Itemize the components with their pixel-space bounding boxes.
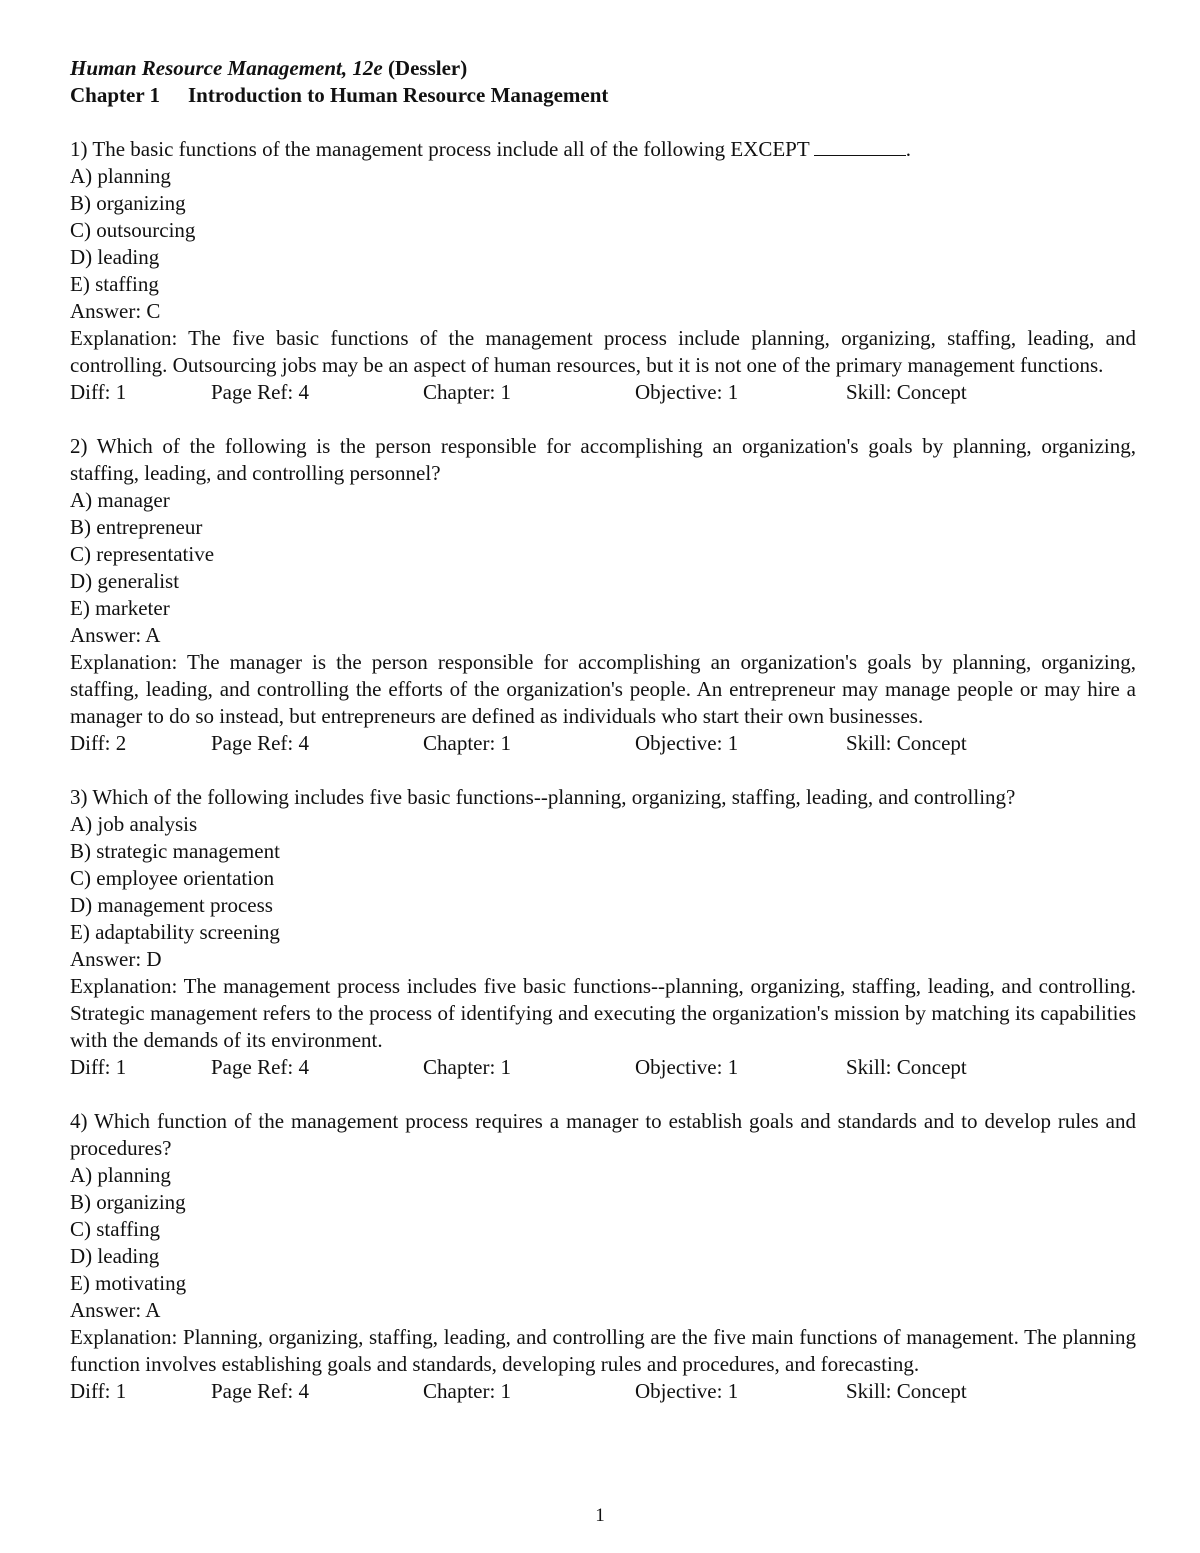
option-d: D) generalist bbox=[70, 569, 180, 593]
question-stem: 1) The basic functions of the management process include all of the following EXCEPT bbox=[70, 137, 810, 161]
question-text: 4) Which function of the management process requires a manager to establish goals and standards and to develop rules and procedures? bbox=[70, 1109, 1136, 1160]
question-4 bbox=[70, 1108, 1136, 1405]
meta-chapter: Chapter: 1 bbox=[423, 1055, 512, 1079]
option-a: A) manager bbox=[70, 488, 170, 512]
option-c: C) employee orientation bbox=[70, 866, 275, 890]
option-b: B) entrepreneur bbox=[70, 515, 203, 539]
book-title bbox=[70, 55, 1136, 82]
meta-page-ref: Page Ref: 4 bbox=[211, 731, 309, 755]
meta-objective: Objective: 1 bbox=[635, 380, 739, 404]
meta-page-ref: Page Ref: 4 bbox=[211, 380, 309, 404]
meta-diff: Diff: 1 bbox=[70, 380, 127, 404]
question-text: 3) Which of the following includes five basic functions--planning, organizing, staffing, leading, and controlling? bbox=[70, 785, 1016, 809]
meta-chapter: Chapter: 1 bbox=[423, 1379, 512, 1403]
question-meta bbox=[70, 1378, 1136, 1405]
option-c: C) outsourcing bbox=[70, 218, 196, 242]
question-meta bbox=[70, 730, 1136, 757]
chapter-label: Chapter 1 bbox=[70, 83, 161, 107]
explanation: Explanation: The management process includes five basic functions--planning, organizing, staffing, leading, and controlling. Strategic management refers to the process of identifying and executing the organization's mission by matching its capabilities with the demands of its environment. bbox=[70, 974, 1136, 1052]
answer-line: Answer: D bbox=[70, 947, 162, 971]
question-text: 2) Which of the following is the person responsible for accomplishing an organization's goals by planning, organizing, staffing, leading, and controlling personnel? bbox=[70, 434, 1136, 485]
chapter-heading bbox=[70, 82, 1136, 109]
option-c: C) staffing bbox=[70, 1217, 161, 1241]
document-page bbox=[70, 55, 1136, 1432]
option-e: E) marketer bbox=[70, 596, 170, 620]
answer-line: Answer: C bbox=[70, 299, 161, 323]
question-3 bbox=[70, 784, 1136, 1081]
option-d: D) leading bbox=[70, 245, 160, 269]
meta-diff: Diff: 2 bbox=[70, 731, 127, 755]
explanation: Explanation: The manager is the person responsible for accomplishing an organization's goals by planning, organizing, staffing, leading, and controlling the efforts of the organization's people. An entrepreneur may manage people or may hire a manager to do so instead, but entrepreneurs are defined as individuals who start their own businesses. bbox=[70, 650, 1136, 728]
document-header bbox=[70, 55, 1136, 109]
explanation: Explanation: Planning, organizing, staffing, leading, and controlling are the five main functions of management. The planning function involves establishing goals and standards, developing rules and procedures, and forecasting. bbox=[70, 1325, 1136, 1376]
question-text bbox=[70, 136, 1136, 163]
book-title-italic: Human Resource Management, 12e bbox=[70, 56, 383, 80]
meta-skill: Skill: Concept bbox=[846, 731, 967, 755]
meta-skill: Skill: Concept bbox=[846, 1055, 967, 1079]
question-trailing: . bbox=[905, 137, 911, 161]
chapter-title: Introduction to Human Resource Management bbox=[188, 83, 609, 107]
answer-blank bbox=[814, 138, 906, 156]
answer-line: Answer: A bbox=[70, 1298, 161, 1322]
option-a: A) planning bbox=[70, 1163, 171, 1187]
question-2 bbox=[70, 433, 1136, 757]
question-meta bbox=[70, 379, 1136, 406]
option-d: D) management process bbox=[70, 893, 273, 917]
option-d: D) leading bbox=[70, 1244, 160, 1268]
meta-skill: Skill: Concept bbox=[846, 1379, 967, 1403]
meta-skill: Skill: Concept bbox=[846, 380, 967, 404]
option-b: B) organizing bbox=[70, 191, 186, 215]
explanation: Explanation: The five basic functions of the management process include planning, organizing, staffing, leading, and controlling. Outsourcing jobs may be an aspect of human resources, but it is not one of the primary management functions. bbox=[70, 326, 1136, 377]
meta-diff: Diff: 1 bbox=[70, 1379, 127, 1403]
question-meta bbox=[70, 1054, 1136, 1081]
option-e: E) staffing bbox=[70, 272, 159, 296]
meta-objective: Objective: 1 bbox=[635, 1379, 739, 1403]
question-1 bbox=[70, 136, 1136, 406]
meta-chapter: Chapter: 1 bbox=[423, 731, 512, 755]
answer-line: Answer: A bbox=[70, 623, 161, 647]
meta-diff: Diff: 1 bbox=[70, 1055, 127, 1079]
meta-page-ref: Page Ref: 4 bbox=[211, 1379, 309, 1403]
book-author: (Dessler) bbox=[382, 56, 468, 80]
meta-objective: Objective: 1 bbox=[635, 1055, 739, 1079]
page-number: 1 bbox=[595, 1505, 605, 1526]
meta-page-ref: Page Ref: 4 bbox=[211, 1055, 309, 1079]
option-a: A) job analysis bbox=[70, 812, 198, 836]
option-c: C) representative bbox=[70, 542, 215, 566]
option-e: E) adaptability screening bbox=[70, 920, 280, 944]
option-a: A) planning bbox=[70, 164, 171, 188]
meta-objective: Objective: 1 bbox=[635, 731, 739, 755]
meta-chapter: Chapter: 1 bbox=[423, 380, 512, 404]
option-b: B) organizing bbox=[70, 1190, 186, 1214]
option-b: B) strategic management bbox=[70, 839, 280, 863]
option-e: E) motivating bbox=[70, 1271, 187, 1295]
